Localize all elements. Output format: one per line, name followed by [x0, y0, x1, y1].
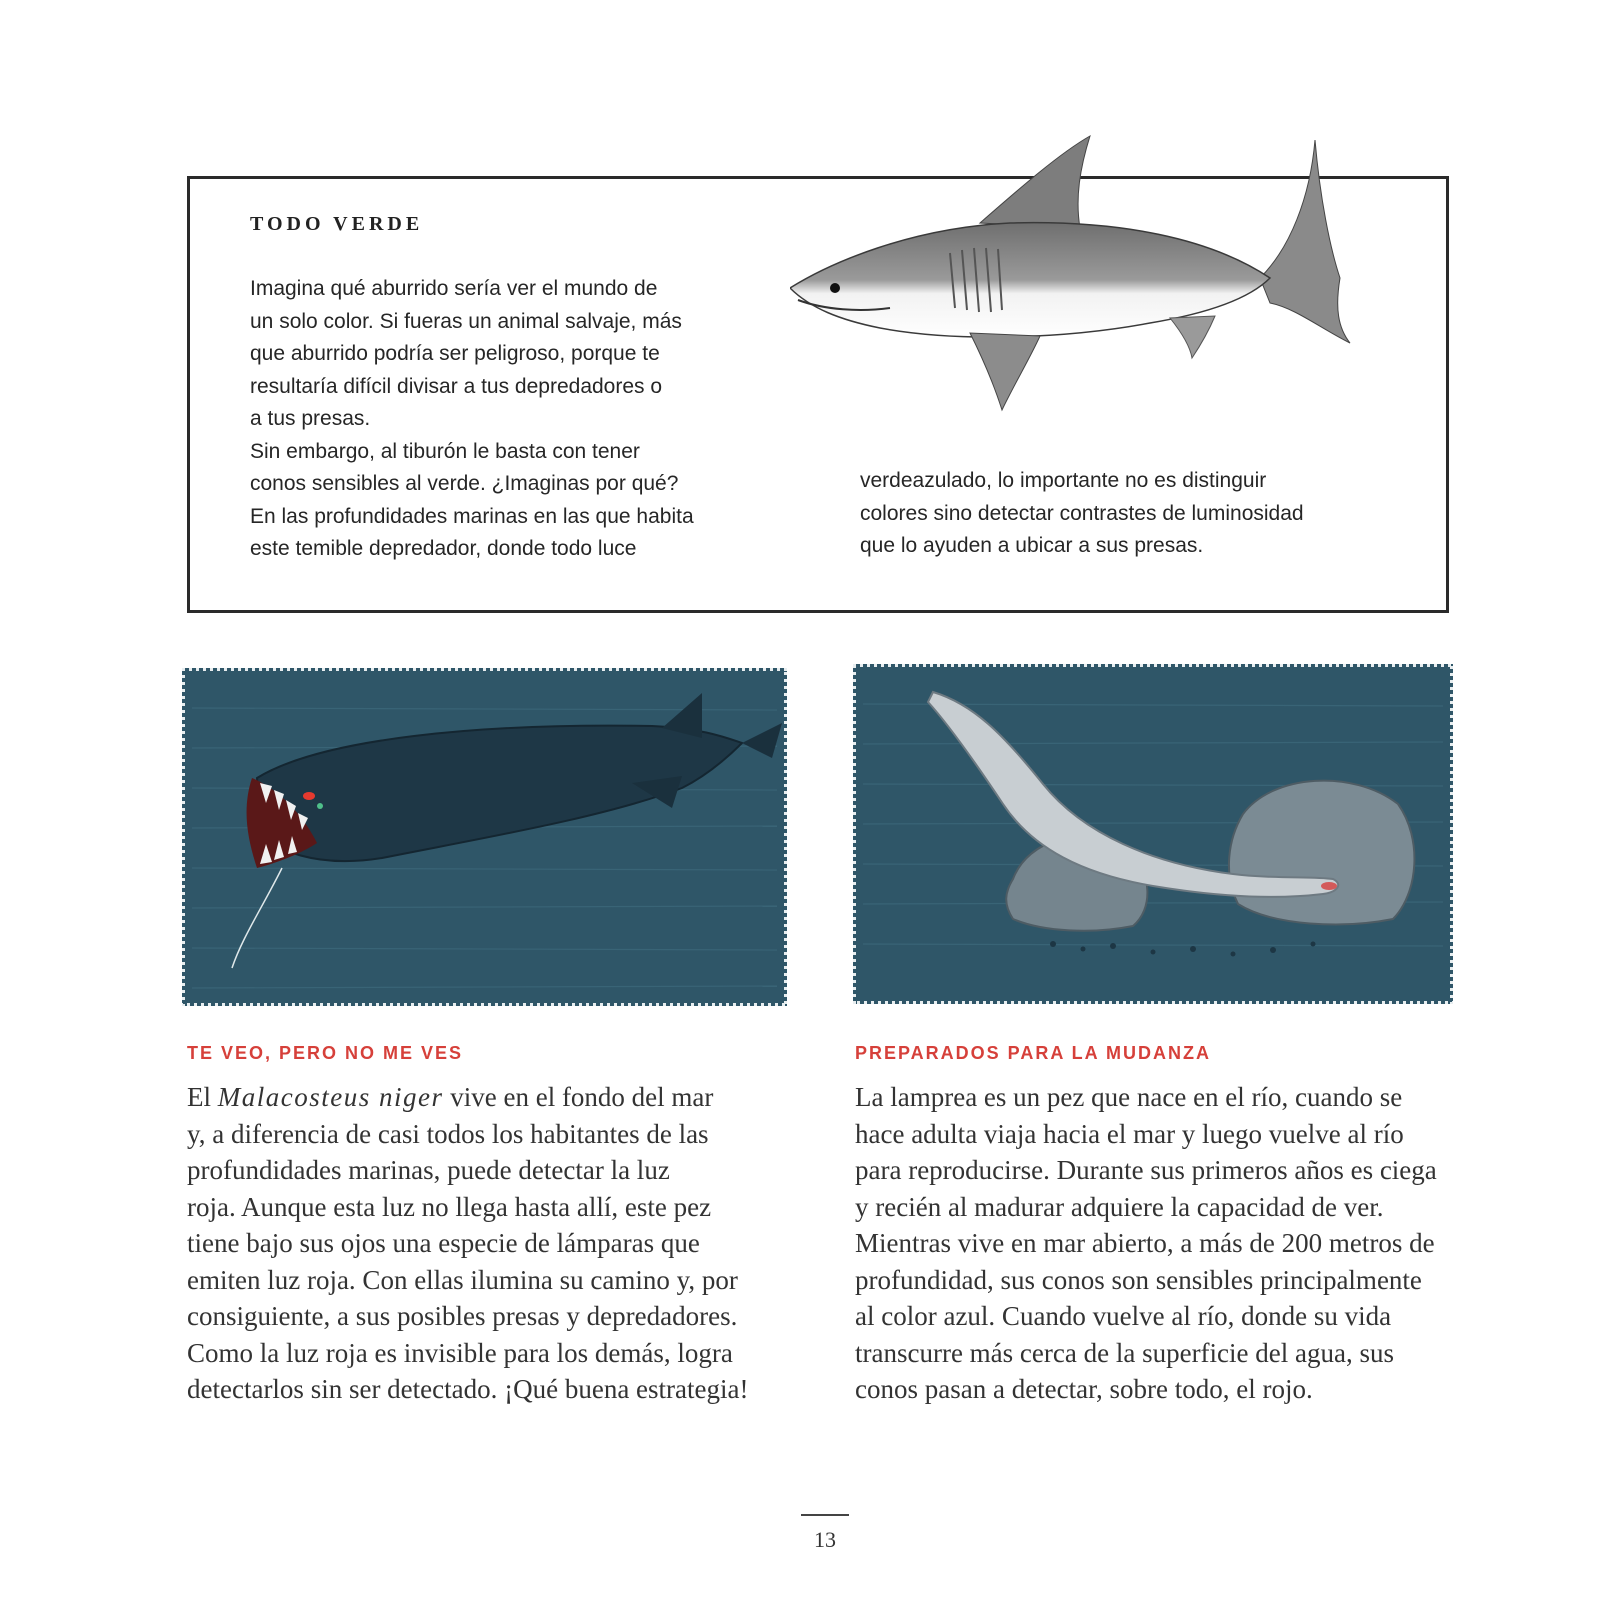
text-line: [187, 1079, 797, 1116]
text-line: profundidades marinas, puede detectar la luz: [187, 1155, 670, 1185]
text-line: y, a diferencia de casi todos los habitantes de las: [187, 1118, 709, 1149]
text-line: profundidad, sus conos son sensibles principalmente: [855, 1264, 1422, 1295]
text-line: emiten luz roja. Con ellas ilumina su camino y, por: [187, 1264, 738, 1295]
paragraph-malacosteus: [187, 1079, 797, 1408]
sidebar-box-text-left: Imagina qué aburrido sería ver el mundo de un solo color. Si fueras un animal salvaje, más que aburrido podría ser peligroso, porque te resultaría difícil divisar a tus depredadores o a tus presas. Sin embargo, al tiburón le basta con tener conos sensibles al verde. ¿Imaginas por qué? En las profundidades marinas en las que habita este temible depredador, donde todo luce: [250, 277, 694, 560]
text-line: conos pasan a detectar, sobre todo, el rojo.: [855, 1374, 1313, 1404]
page-number-rule: [801, 1514, 849, 1516]
text-span: vive en el fondo del mar: [443, 1082, 714, 1112]
text-line: roja. Aunque esta luz no llega hasta allí, este pez: [187, 1191, 712, 1222]
section-title-te-veo: TE VEO, PERO NO ME VES: [187, 1043, 464, 1063]
section-title-mudanza: PREPARADOS PARA LA MUDANZA: [855, 1043, 1211, 1063]
lamprey-illustration: [853, 664, 1453, 1004]
paragraph-lamprea: [855, 1079, 1465, 1408]
text-line: tiene bajo sus ojos una especie de lámparas que: [187, 1228, 700, 1258]
dragonfish-illustration: [182, 668, 787, 1006]
text-line: consiguiente, a sus posibles presas y depredadores.: [187, 1301, 738, 1331]
species-name: Malacosteus niger: [217, 1082, 444, 1112]
text-line: Mientras vive en mar abierto, a más de 200 metros de: [855, 1228, 1435, 1258]
page-number: 13: [814, 1527, 836, 1552]
shark-illustration: [790, 128, 1390, 428]
text-line: al color azul. Cuando vuelve al río, donde su vida: [855, 1301, 1392, 1331]
text-line: Como la luz roja es invisible para los demás, logra: [187, 1337, 733, 1368]
text-line: y recién al madurar adquiere la capacidad de ver.: [855, 1191, 1384, 1222]
text-line: La lamprea es un pez que nace en el río, cuando se: [855, 1082, 1403, 1112]
text-line: para reproducirse. Durante sus primeros años es ciega: [855, 1155, 1437, 1185]
text-line: transcurre más cerca de la superficie del agua, sus: [855, 1337, 1394, 1368]
text-line: hace adulta viaja hacia el mar y luego vuelve al río: [855, 1118, 1404, 1149]
sidebar-box-text-right: verdeazulado, lo importante no es distinguir colores sino detectar contrastes de luminosidad que lo ayuden a ubicar a sus presas.: [860, 469, 1304, 557]
text-span: El: [187, 1082, 218, 1112]
sidebar-box-title: TODO VERDE: [250, 213, 424, 235]
text-line: detectarlos sin ser detectado. ¡Qué buena estrategia!: [187, 1374, 749, 1404]
